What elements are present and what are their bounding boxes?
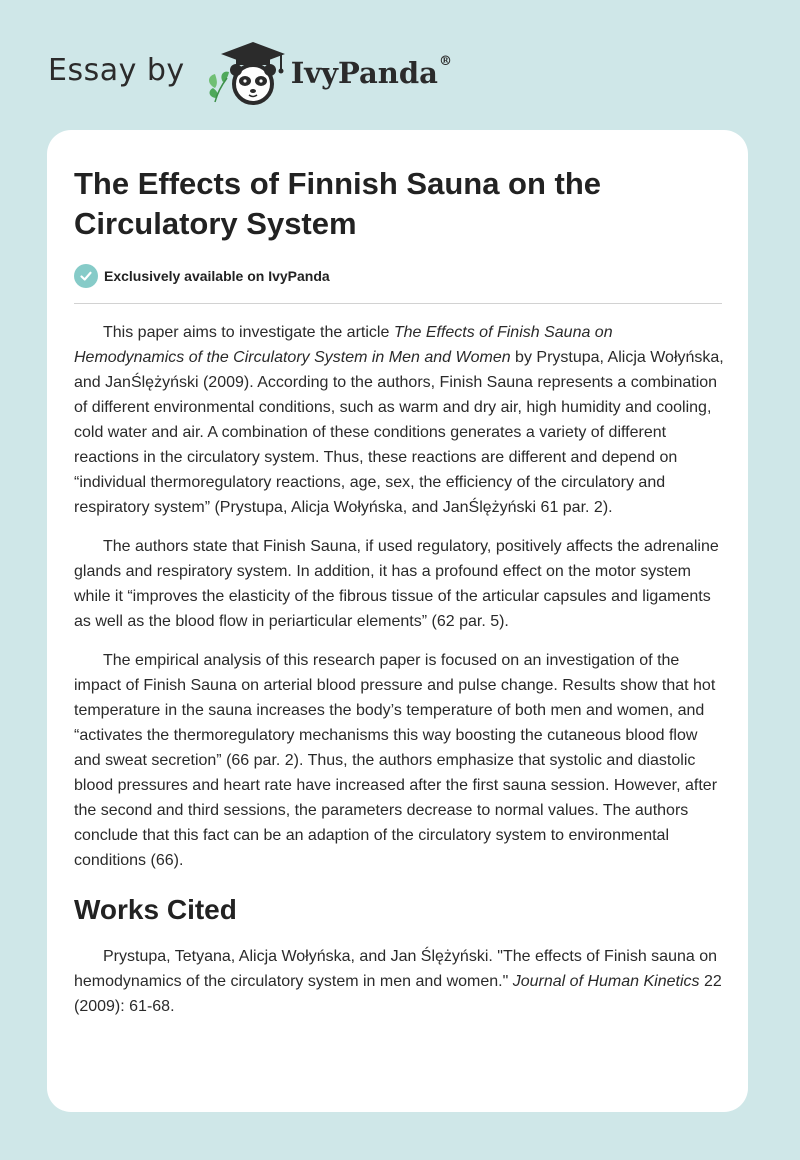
essay-card [47,130,748,1112]
registered-mark: ® [438,54,452,69]
paragraph-3: The empirical analysis of this research paper is focused on an investigation of the impact of Finish Sauna on arterial blood pressure and pulse change. Results show that hot temperature in the sauna increases the body’s temperature of both men and women, and “activates the thermoregulatory mechanisms this way boosting the cutaneous blood flow and sweat secretion” (66 par. 2). Thus, the authors emphasize that systolic and diastolic blood pressures and heart rate have increased after the first sauna session. However, after the second and third sessions, the parameters decrease to normal values. The authors conclude that this fact can be an adaption of the circulatory system to environmental conditions (66). [74,652,718,869]
citation-entry: Prystupa, Tetyana, Alicja Wołyńska, and Jan Ślężyński. "The effects of Finish sauna on hemodynamics of the circulatory system in men and women." Journal of Human Kinetics 22 (2009): 61-68. [74,948,722,1015]
journal-title: Journal of Human Kinetics [512,973,700,990]
essay-title: The Effects of Finnish Sauna on the Circulatory System [74,166,602,241]
check-icon [74,264,98,288]
article-title-italic: The Effects of Finish Sauna on Hemodynamics of the Circulatory System in Men and Women [74,324,613,366]
exclusive-badge-label: Exclusively available on IvyPanda [104,268,330,284]
exclusive-badge [74,264,330,288]
brand-header [48,36,452,106]
essay-body [74,320,724,1019]
paragraph-1: This paper aims to investigate the article The Effects of Finish Sauna on Hemodynamics of the Circulatory System in Men and Women by Prystupa, Alicja Wołyńska, and JanŚlężyński (2009). According to the authors, Finish Sauna represents a combination of different environmental conditions, such as warm and dry air, high humidity and cooling, cold water and air. A combination of these conditions generates a variety of different reactions in the circulatory system. Thus, these reactions are different and depend on “individual thermoregulatory reactions, age, sex, the efficiency of the circulatory and respiratory system” (Prystupa, Alicja Wołyńska, and JanŚlężyński 61 par. 2). [74,324,724,516]
divider [74,303,722,304]
essay-by-label: Essay by [48,52,185,88]
works-cited-heading: Works Cited [74,894,237,925]
paragraph-2: The authors state that Finish Sauna, if used regulatory, positively affects the adrenaline glands and respiratory system. In addition, it has a profound effect on the motor system while it “improves the elasticity of the fibrous tissue of the articular capsules and ligaments as well as the blood flow in periarticular elements” (62 par. 5). [74,538,719,630]
panda-graduation-cap-icon [203,36,289,106]
ivypanda-logo-text: IvyPanda® [290,54,452,90]
